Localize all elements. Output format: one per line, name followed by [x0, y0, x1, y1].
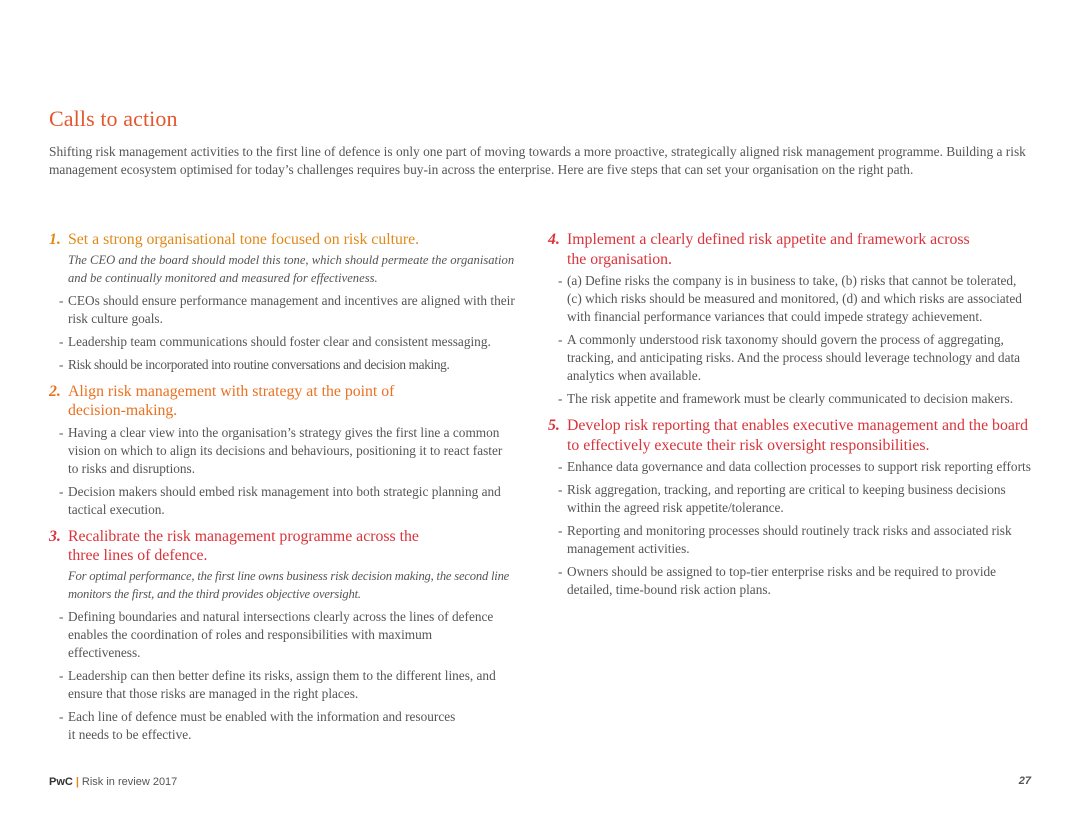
step-2-bullets: [49, 424, 534, 519]
bullet-item: - Having a clear view into the organisation’s strategy gives the first line a common vision on which to align its decisions and behaviours, positioning it to react faster to risks and disruptions.: [59, 424, 504, 478]
step-subheading: For optimal performance, the first line owns business risk decision making, the second line monitors the first, and the third provides objective oversight.: [68, 568, 510, 601]
step-3-bullets: [49, 608, 534, 744]
bullet-item: - (a) Define risks the company is in business to take, (b) risks that cannot be tolerated, (c) which risks should be measured and monitored, (d) and which risks are associated with financial performance variances that could impede strategy achievement.: [558, 272, 1033, 326]
bullet-item: - Defining boundaries and natural intersections clearly across the lines of defence enables the coordination of roles and responsibilities with maximum effectiveness.: [59, 608, 504, 662]
bullet-item: - Owners should be assigned to top-tier enterprise risks and be required to provide detailed, time-bound risk action plans.: [558, 563, 1033, 599]
right-column: [548, 230, 1033, 607]
step-5-header: [548, 416, 1033, 455]
bullet-item: - Risk aggregation, tracking, and reporting are critical to keeping business decisions within the agreed risk appetite/tolerance.: [558, 481, 1033, 517]
step-1-header: [49, 230, 534, 250]
step-4: [548, 230, 1033, 408]
page-footer: [49, 776, 177, 788]
step-5-bullets: [548, 458, 1033, 599]
page-title: Calls to action: [49, 106, 178, 131]
step-1: [49, 230, 534, 374]
step-heading: Develop risk reporting that enables executive management and the board to effectively execute their risk oversight responsibilities.: [567, 417, 1029, 454]
bullet-item: - Each line of defence must be enabled with the information and resources it needs to be effective.: [59, 708, 504, 744]
bullet-item: - Leadership can then better define its risks, assign them to the different lines, and ensure that those risks are managed in the right places.: [59, 667, 504, 703]
bullet-item: - Risk should be incorporated into routine conversations and decision making.: [59, 356, 534, 374]
step-number: 2.: [49, 382, 61, 400]
step-2: [49, 382, 534, 519]
step-4-header: [548, 230, 1033, 269]
step-number: 4.: [548, 231, 560, 248]
step-2-header: [49, 382, 534, 421]
page-number: 27: [1018, 775, 1031, 787]
step-3-header: [49, 527, 534, 566]
step-number: 5.: [548, 417, 560, 434]
bullet-item: - The risk appetite and framework must be clearly communicated to decision makers.: [558, 390, 1033, 408]
step-4-bullets: [548, 272, 1033, 408]
step-number: 1.: [49, 231, 61, 248]
bullet-item: - Reporting and monitoring processes should routinely track risks and associated risk management activities.: [558, 522, 1033, 558]
step-3: [49, 527, 534, 744]
bullet-item: - A commonly understood risk taxonomy should govern the process of aggregating, tracking, and anticipating risks. And the process should leverage technology and data analytics when available.: [558, 331, 1033, 385]
step-subheading: The CEO and the board should model this tone, which should permeate the organisation and be continually monitored and measured for effectiveness.: [68, 252, 515, 285]
step-heading: Implement a clearly defined risk appetite and framework across the organisation.: [567, 231, 970, 268]
bullet-item: - Leadership team communications should foster clear and consistent messaging.: [59, 333, 534, 351]
bullet-item: - CEOs should ensure performance management and incentives are aligned with their risk culture goals.: [59, 292, 534, 328]
left-column: [49, 230, 534, 752]
step-heading: Recalibrate the risk management programme across the three lines of defence.: [68, 527, 419, 564]
step-heading: Align risk management with strategy at the point of decision-making.: [68, 382, 395, 419]
step-5: [548, 416, 1033, 599]
publication-title: Risk in review 2017: [81, 776, 178, 788]
step-heading: Set a strong organisational tone focused on risk culture.: [68, 231, 420, 248]
brand-name: PwC: [49, 776, 73, 788]
intro-paragraph: Shifting risk management activities to the first line of defence is only one part of moving towards a more proactive, strategically aligned risk management programme. Building a risk management ecosystem optimised for today’s challenges requires buy-in across the enterprise. Here are five steps that can set your organisation on the right path.: [49, 144, 1026, 177]
bullet-item: - Enhance data governance and data collection processes to support risk reporting efforts: [558, 458, 1033, 476]
step-number: 3.: [49, 527, 61, 545]
footer-separator: |: [75, 776, 79, 788]
bullet-item: - Decision makers should embed risk management into both strategic planning and tactical execution.: [59, 483, 504, 519]
step-1-bullets: [49, 292, 534, 374]
